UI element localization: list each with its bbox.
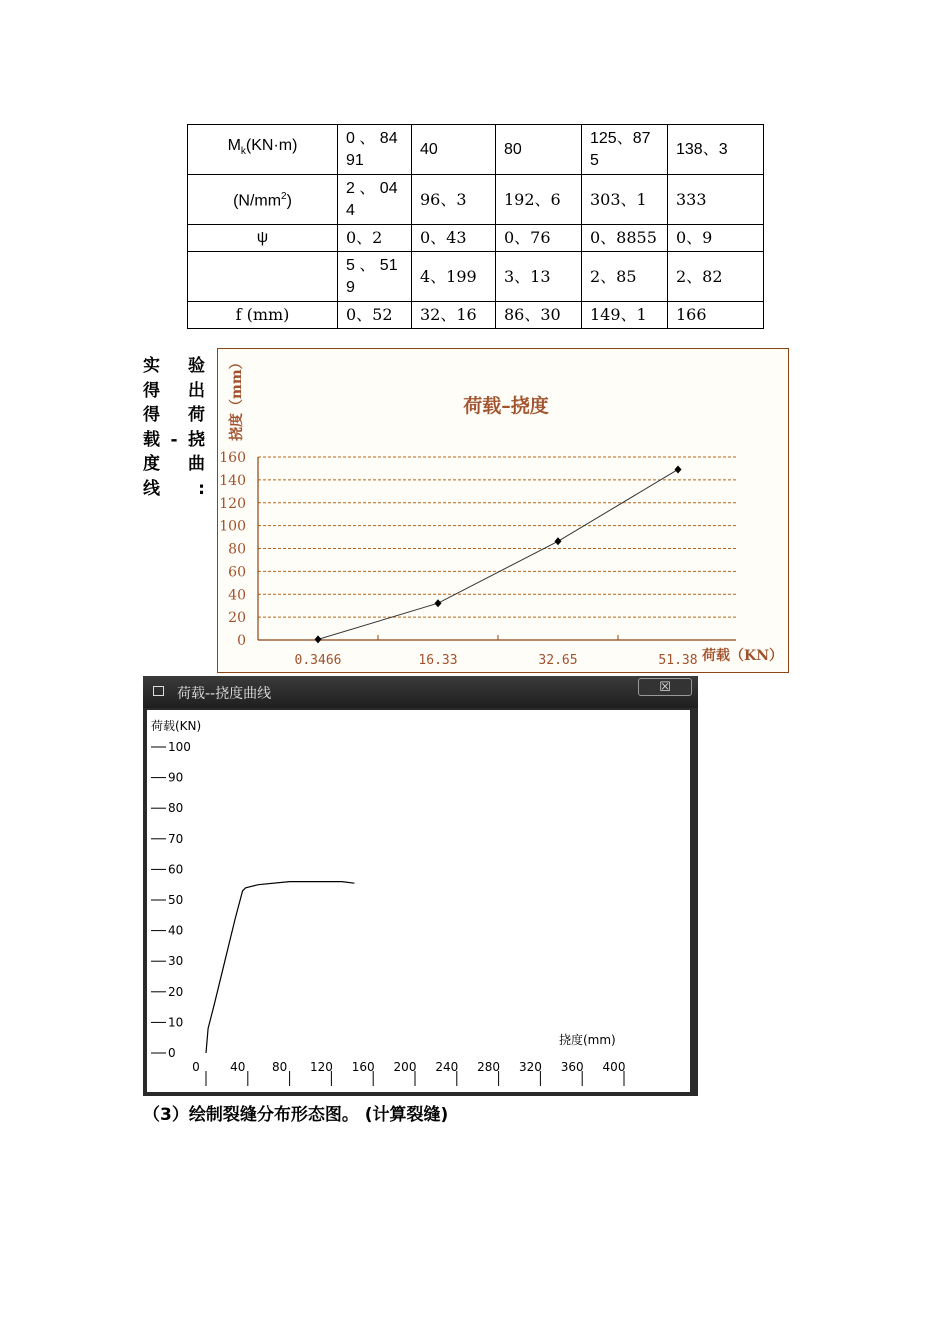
table-cell: 0、52 <box>338 302 412 329</box>
window-title: 荷载--挠度曲线 <box>177 686 272 702</box>
data-point <box>315 635 322 643</box>
row-label: $(N/mm^2)$ <box>188 175 338 225</box>
x-tick-label: 51.38 <box>658 653 698 668</box>
table-row <box>188 125 764 175</box>
x-tick-label: 160 <box>351 1060 375 1074</box>
window-icon <box>153 686 164 696</box>
table-cell: 32、16 <box>412 302 496 329</box>
x-tick-label: 320 <box>518 1060 542 1074</box>
data-point <box>435 599 442 607</box>
table-cell: 0、9 <box>668 225 764 252</box>
x-tick-label: 200 <box>393 1060 417 1074</box>
table-cell: 125、87 5 <box>582 125 668 175</box>
y-tick-label: 90 <box>168 770 184 785</box>
grid-lines <box>258 457 736 617</box>
table-cell: 0、43 <box>412 225 496 252</box>
y-tick-label: 70 <box>168 831 184 846</box>
table-cell: 2 、 04 4 <box>338 175 412 225</box>
y-ticks <box>151 740 191 1060</box>
x-ticks <box>192 1060 625 1086</box>
y-tick-label: 160 <box>219 450 246 466</box>
table-cell: 5 、 51 9 <box>338 252 412 302</box>
close-button[interactable] <box>638 678 692 696</box>
y-tick-label: 140 <box>219 472 246 489</box>
y-tick-label: 0 <box>237 633 246 649</box>
side-caption: 实 验 得 出 得 荷 载-挠 度 曲 线: <box>143 356 205 499</box>
y-tick-label: 20 <box>168 984 184 999</box>
table-cell: 303、1 <box>582 175 668 225</box>
table-cell: 40 <box>412 125 496 175</box>
x-tick-label: 360 <box>560 1060 584 1074</box>
load-deflection-chart <box>217 348 789 673</box>
y-tick-label: 60 <box>168 862 184 877</box>
y-tick-label: 60 <box>228 564 246 581</box>
table-cell: 0 、 84 91 <box>338 125 412 175</box>
table-cell: 149、1 <box>582 302 668 329</box>
table-cell: 0、76 <box>496 225 582 252</box>
x-tick-label: 240 <box>435 1060 459 1074</box>
table-cell: 80 <box>496 125 582 175</box>
x-tick-label: 280 <box>477 1060 501 1074</box>
table-cell: 192、6 <box>496 175 582 225</box>
y-tick-label: 0 <box>168 1046 176 1060</box>
y-tick-label: 80 <box>168 801 184 816</box>
y-tick-label: 50 <box>168 893 184 907</box>
y-tick-label: 20 <box>228 610 246 627</box>
data-table <box>187 124 764 329</box>
row-label: f (mm) <box>188 302 338 329</box>
window-title-bar[interactable] <box>143 676 698 708</box>
x-tick-label: 120 <box>309 1060 333 1074</box>
series-polyline <box>318 469 678 639</box>
row-label <box>188 252 338 302</box>
window-client-area <box>147 710 690 1092</box>
y-tick-label: 10 <box>168 1015 184 1030</box>
x-axis-label: 挠度(mm) <box>559 1033 616 1047</box>
x-tick-label: 0.3466 <box>294 653 342 668</box>
table-cell: 333 <box>668 175 764 225</box>
x-axis-label: 荷载（KN） <box>702 648 783 664</box>
table-row <box>188 225 764 252</box>
section-caption: （3）绘制裂缝分布形态图。 (计算裂缝) <box>143 1105 449 1125</box>
row-label: ψ <box>188 225 338 252</box>
data-point <box>675 465 682 473</box>
table-row <box>188 302 764 329</box>
table-cell: 86、30 <box>496 302 582 329</box>
chart2-svg <box>147 710 690 1092</box>
chart-title: 荷载–挠度 <box>463 395 549 417</box>
y-tick-label: 100 <box>219 518 246 535</box>
table-cell: 4、199 <box>412 252 496 302</box>
x-tick-label: 80 <box>271 1060 288 1074</box>
series-line <box>206 882 354 1053</box>
table-cell: 0、2 <box>338 225 412 252</box>
y-tick-label: 40 <box>168 923 184 938</box>
table-cell: 0、8855 <box>582 225 668 252</box>
table-cell: 166 <box>668 302 764 329</box>
x-tick-label: 0 <box>192 1060 200 1074</box>
x-tick-label: 16.33 <box>418 653 458 668</box>
table-cell: 96、3 <box>412 175 496 225</box>
y-tick-label: 120 <box>219 495 246 512</box>
x-tick-label: 40 <box>230 1060 246 1074</box>
table-cell: 2、82 <box>668 252 764 302</box>
y-tick-label: 30 <box>168 954 184 969</box>
close-icon: ☒ <box>659 680 671 695</box>
y-tick-label: 40 <box>228 587 246 604</box>
x-tick-label: 400 <box>602 1060 626 1074</box>
table-cell: 2、85 <box>582 252 668 302</box>
chart1-svg <box>218 349 790 674</box>
table-cell: 3、13 <box>496 252 582 302</box>
table-cell: 138、3 <box>668 125 764 175</box>
y-tick-labels <box>219 450 246 649</box>
table-row <box>188 175 764 225</box>
series-polyline <box>206 882 354 1053</box>
x-tick-labels <box>295 653 698 668</box>
x-tick-label: 32.65 <box>538 653 578 668</box>
y-axis-label: 荷载(KN) <box>151 719 202 733</box>
y-tick-label: 80 <box>228 541 246 558</box>
y-axis-label: 挠度（mm） <box>229 355 245 441</box>
chart-window <box>143 676 698 1096</box>
data-point <box>555 537 562 545</box>
row-label: $M_k(KN\cdot m)$ <box>188 125 338 175</box>
table-row <box>188 252 764 302</box>
y-tick-label: 100 <box>168 740 191 754</box>
